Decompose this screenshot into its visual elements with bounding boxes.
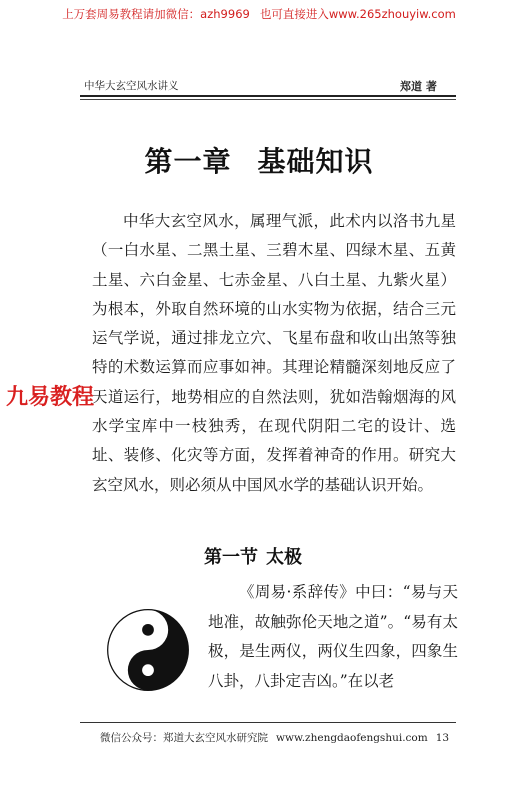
- page-number: 13: [435, 732, 450, 744]
- chapter-number: 第一章: [144, 145, 232, 178]
- footer-rule: [80, 722, 456, 723]
- chapter-intro-paragraph: 中华大玄空风水，属理气派，此术内以洛书九星（一白水星、二黑土星、三碧木星、四绿木星、五黄土星、六白金星、七赤金星、八白土星、九紫火星）为根本，外取自然环境的山水实物为依据，结合三元运气学说，通过排龙立穴、飞星布盘和收山出煞等独特的术数运算而应事如神。其理论精髓深刻地反应了天道运行，地势相应的自然法则，犹如浩翰烟海的风水学宝库中一枝独秀，在现代阴阳二宅的设计、选址、装修、化灾等方面，发挥着神奇的作用。研究大玄空风水，则必须从中国风水学的基础认识开始。: [92, 212, 456, 494]
- chapter-title: 基础知识: [257, 145, 374, 178]
- page-footer: [100, 730, 449, 745]
- banner-website-link[interactable]: 也可直接进入www.265zhouyiw.com: [259, 7, 456, 21]
- watermark-text: 九易教程: [6, 385, 95, 410]
- running-header-author: 郑道 著: [400, 80, 437, 93]
- top-banner: [0, 6, 518, 22]
- banner-wechat-text: 上万套周易教程请加微信：azh9969: [62, 7, 250, 21]
- yin-yang-taiji-icon: [106, 608, 190, 692]
- header-rule-thin: [80, 99, 456, 100]
- running-header-title: 中华大玄空风水讲义: [84, 80, 179, 92]
- section-quote-paragraph: 《周易·系辞传》中曰：“易与天地准，故触弥伦天地之道”。“易有太极，是生两仪，两仪生四象，四象生八卦，八卦定吉凶。”在以老: [208, 583, 458, 690]
- header-rule: [80, 95, 456, 97]
- section-title: 太极: [266, 547, 302, 568]
- chapter-heading: [0, 140, 518, 180]
- section-heading: [204, 543, 302, 569]
- footer-wechat-account: 微信公众号：郑道大玄空风水研究院: [100, 732, 268, 744]
- footer-website-link[interactable]: www.zhengdaofengshui.com: [276, 732, 428, 744]
- section-number: 第一节: [204, 547, 258, 568]
